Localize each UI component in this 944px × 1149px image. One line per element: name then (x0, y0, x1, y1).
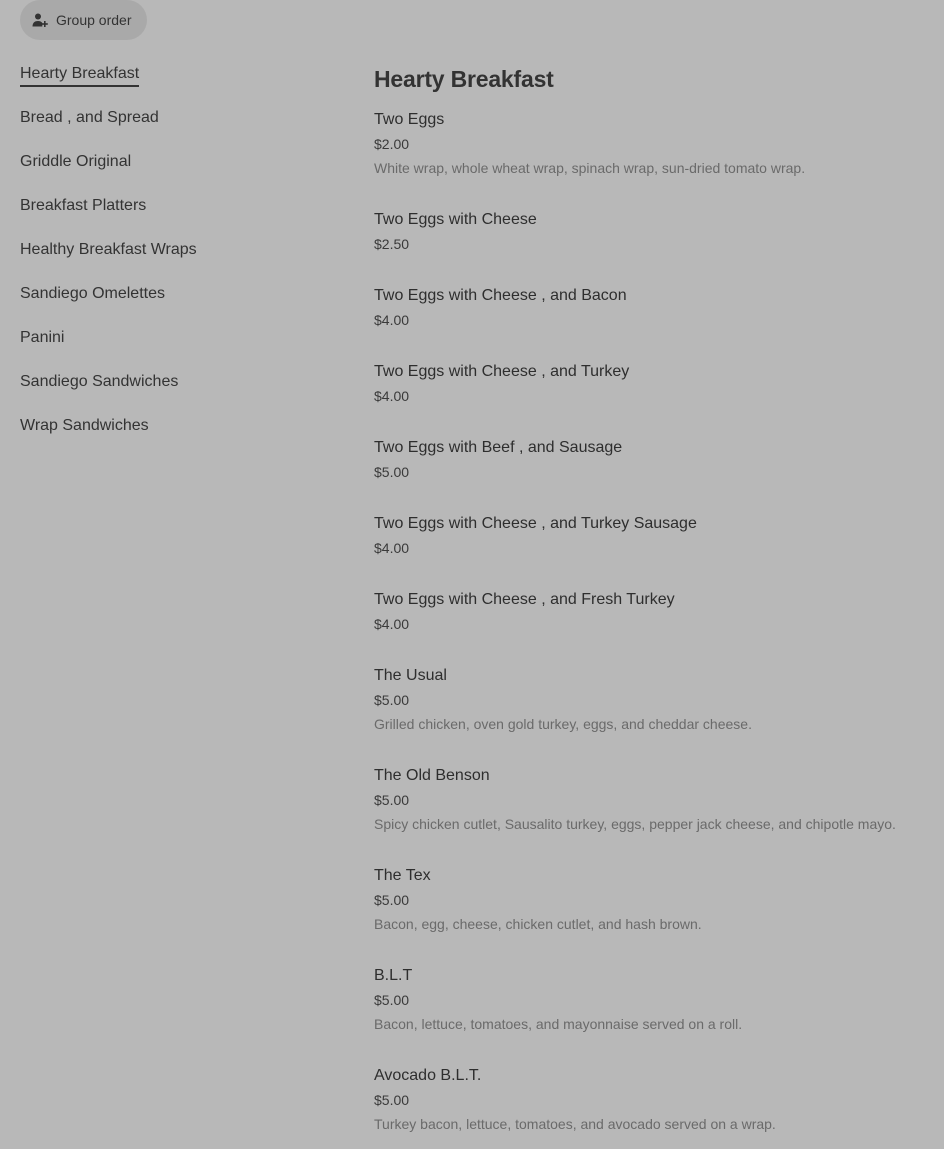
menu-item[interactable] (374, 428, 934, 504)
sidebar-item-sandiego-sandwiches[interactable] (20, 370, 320, 414)
group-order-button[interactable] (20, 0, 147, 40)
item-name: Two Eggs (374, 111, 445, 128)
sidebar-item-wrap-sandwiches[interactable] (20, 414, 320, 458)
menu-section (374, 62, 934, 1149)
item-price: $5.00 (374, 792, 410, 808)
item-description: White wrap, whole wheat wrap, spinach wrap, sun-dried tomato wrap. (374, 160, 806, 176)
item-description: Bacon, lettuce, tomatoes, and mayonnaise served on a roll. (374, 1016, 743, 1032)
sidebar-item-label: Bread , and Spread (20, 109, 159, 126)
item-price: $5.00 (374, 992, 410, 1008)
sidebar-item-griddle-original[interactable] (20, 150, 320, 194)
item-description: Grilled chicken, oven gold turkey, eggs, and cheddar cheese. (374, 716, 752, 732)
sidebar-item-panini[interactable] (20, 326, 320, 370)
sidebar-item-breakfast-platters[interactable] (20, 194, 320, 238)
item-name: The Old Benson (374, 767, 490, 784)
item-price: $5.00 (374, 892, 410, 908)
menu-item[interactable] (374, 1056, 934, 1149)
sidebar-item-healthy-breakfast-wraps[interactable] (20, 238, 320, 282)
menu-item[interactable] (374, 856, 934, 956)
item-name: The Tex (374, 867, 431, 884)
sidebar-item-sandiego-omelettes[interactable] (20, 282, 320, 326)
item-description: Turkey bacon, lettuce, tomatoes, and avocado served on a wrap. (374, 1116, 776, 1132)
item-price: $4.00 (374, 312, 410, 328)
sidebar-item-label: Panini (20, 329, 65, 346)
item-price: $4.00 (374, 540, 410, 556)
item-name: Two Eggs with Cheese (374, 211, 537, 228)
item-name: Two Eggs with Cheese , and Fresh Turkey (374, 591, 675, 608)
sidebar-item-label: Wrap Sandwiches (20, 417, 149, 434)
item-name: The Usual (374, 667, 447, 684)
item-price: $5.00 (374, 692, 410, 708)
sidebar-item-hearty-breakfast[interactable] (20, 62, 320, 106)
item-name: Two Eggs with Cheese , and Turkey (374, 363, 630, 380)
sidebar-item-label: Hearty Breakfast (20, 63, 139, 87)
item-price: $5.00 (374, 464, 410, 480)
item-name: Avocado B.L.T. (374, 1067, 482, 1084)
group-order-label: Group order (56, 12, 132, 28)
menu-item[interactable] (374, 580, 934, 656)
section-title: Hearty Breakfast (374, 66, 554, 92)
item-price: $4.00 (374, 388, 410, 404)
menu-item[interactable] (374, 100, 934, 200)
sidebar-item-bread-and-spread[interactable] (20, 106, 320, 150)
sidebar-item-label: Healthy Breakfast Wraps (20, 241, 197, 258)
sidebar-item-label: Breakfast Platters (20, 197, 147, 214)
item-name: Two Eggs with Beef , and Sausage (374, 439, 623, 456)
item-description: Bacon, egg, cheese, chicken cutlet, and hash brown. (374, 916, 702, 932)
sidebar-item-label: Sandiego Omelettes (20, 285, 165, 302)
item-description: Spicy chicken cutlet, Sausalito turkey, eggs, pepper jack cheese, and chipotle mayo. (374, 816, 896, 832)
menu-item[interactable] (374, 756, 934, 856)
menu-item[interactable] (374, 352, 934, 428)
item-price: $2.00 (374, 136, 410, 152)
sidebar-item-label: Griddle Original (20, 153, 132, 170)
menu-item[interactable] (374, 956, 934, 1056)
menu-item[interactable] (374, 276, 934, 352)
item-name: Two Eggs with Cheese , and Turkey Sausage (374, 515, 697, 532)
item-name: Two Eggs with Cheese , and Bacon (374, 287, 627, 304)
menu-item[interactable] (374, 656, 934, 756)
item-price: $4.00 (374, 616, 410, 632)
item-price: $5.00 (374, 1092, 410, 1108)
menu-item[interactable] (374, 504, 934, 580)
category-sidebar (20, 62, 320, 458)
sidebar-item-label: Sandiego Sandwiches (20, 373, 179, 390)
item-price: $2.50 (374, 236, 410, 252)
add-person-icon (32, 12, 48, 28)
menu-item[interactable] (374, 200, 934, 276)
item-name: B.L.T (374, 967, 413, 984)
